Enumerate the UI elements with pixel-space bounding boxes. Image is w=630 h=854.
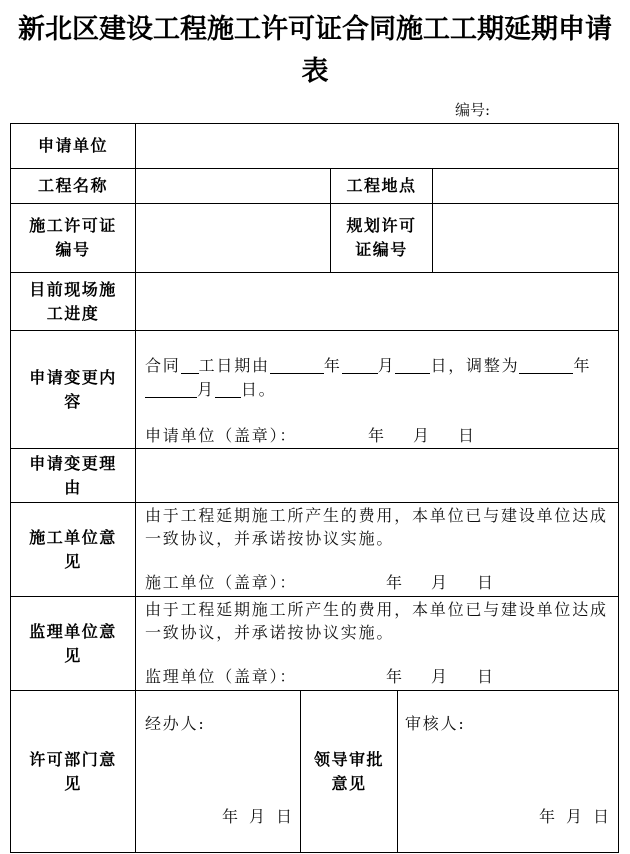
supervisor-opinion-label: 监理单位意见 <box>29 621 117 665</box>
change-reason-label: 申请变更理由 <box>29 453 117 497</box>
project-name-label: 工程名称 <box>37 176 108 195</box>
planning-permit-label: 规划许可证编号 <box>346 216 417 259</box>
blank-field <box>181 373 199 374</box>
reviewer-cell <box>397 690 619 853</box>
supervisor-opinion-cell <box>135 596 619 691</box>
date-year: 年 <box>386 667 404 686</box>
date-day: 日 <box>592 807 609 826</box>
project-location-label: 工程地点 <box>346 176 417 195</box>
reviewer-label: 审核人: <box>405 714 466 733</box>
change-reason-value-cell <box>135 448 619 503</box>
contractor-stamp-label: 施工单位（盖章）： <box>145 573 298 592</box>
change-reason-label-cell <box>10 448 136 503</box>
date-month: 月 <box>413 426 431 445</box>
serial-number-label: 编号: <box>455 101 491 119</box>
date-year: 年 <box>386 573 404 592</box>
applicant-value-cell <box>135 123 619 169</box>
change-text-segment: 日。 <box>240 380 277 399</box>
planning-permit-value-cell <box>432 203 619 273</box>
blank-field <box>342 373 378 374</box>
current-progress-label: 目前现场施工进度 <box>29 279 117 323</box>
supervisor-opinion-text: 由于工程延期施工所产生的费用，本单位已与建设单位达成一致协议，并承诺按协议实施。 <box>145 600 608 642</box>
change-content-line-2 <box>145 378 612 402</box>
handler-label: 经办人: <box>145 714 206 733</box>
date-year: 年 <box>221 807 238 826</box>
change-text-segment: 年 <box>573 356 592 375</box>
date-day: 日 <box>458 426 476 445</box>
change-text-segment: 月 <box>197 380 215 399</box>
contractor-opinion-label: 施工单位意见 <box>29 527 117 571</box>
blank-field <box>215 397 241 398</box>
permit-dept-label: 许可部门意见 <box>29 749 117 793</box>
date-month: 月 <box>248 807 265 826</box>
contractor-opinion-text: 由于工程延期施工所产生的费用，本单位已与建设单位达成一致协议，并承诺按协议实施。 <box>145 506 608 548</box>
document-title: 新北区建设工程施工许可证合同施工工期延期申请表 <box>18 14 612 87</box>
change-text-segment: 年 <box>323 356 342 375</box>
project-name-value-cell <box>135 168 331 204</box>
supervisor-stamp-label: 监理单位（盖章）： <box>145 667 298 686</box>
change-text-segment: 月 <box>377 356 396 375</box>
project-location-label-cell <box>330 168 433 204</box>
change-text-segment: 合同 <box>145 356 181 375</box>
change-text-segment: 工日期由 <box>198 356 270 375</box>
current-progress-label-cell <box>10 272 136 331</box>
blank-field <box>270 373 324 374</box>
project-name-label-cell <box>10 168 136 204</box>
date-day: 日 <box>477 573 495 592</box>
construction-permit-label: 施工许可证编号 <box>29 216 117 259</box>
supervisor-opinion-label-cell <box>10 596 136 691</box>
date-year: 年 <box>538 807 555 826</box>
blank-field <box>395 373 430 374</box>
date-month: 月 <box>565 807 582 826</box>
applicant-label: 申请单位 <box>37 136 108 155</box>
date-day: 日 <box>477 667 495 686</box>
change-text-segment: 日，调整为 <box>430 356 520 375</box>
reviewer-date <box>539 805 609 829</box>
construction-permit-label-cell <box>10 203 136 273</box>
construction-permit-value-cell <box>135 203 331 273</box>
date-month: 月 <box>431 573 449 592</box>
planning-permit-label-cell <box>330 203 433 273</box>
contractor-opinion-cell <box>135 502 619 597</box>
change-content-label: 申请变更内容 <box>29 367 117 411</box>
handler-date <box>222 805 292 829</box>
contractor-opinion-label-cell <box>10 502 136 597</box>
date-year: 年 <box>368 426 386 445</box>
permit-dept-label-cell <box>10 690 136 853</box>
handler-cell <box>135 690 301 853</box>
applicant-stamp-label: 申请单位（盖章）： <box>145 426 298 445</box>
change-content-line-1 <box>145 354 612 378</box>
applicant-label-cell <box>10 123 136 169</box>
change-content-cell <box>135 330 619 449</box>
leader-approval-label: 领导审批意见 <box>313 749 384 793</box>
date-month: 月 <box>431 667 449 686</box>
blank-field <box>145 397 197 398</box>
leader-approval-label-cell <box>300 690 398 853</box>
change-content-label-cell <box>10 330 136 449</box>
current-progress-value-cell <box>135 272 619 331</box>
project-location-value-cell <box>432 168 619 204</box>
date-day: 日 <box>275 807 292 826</box>
blank-field <box>519 373 573 374</box>
